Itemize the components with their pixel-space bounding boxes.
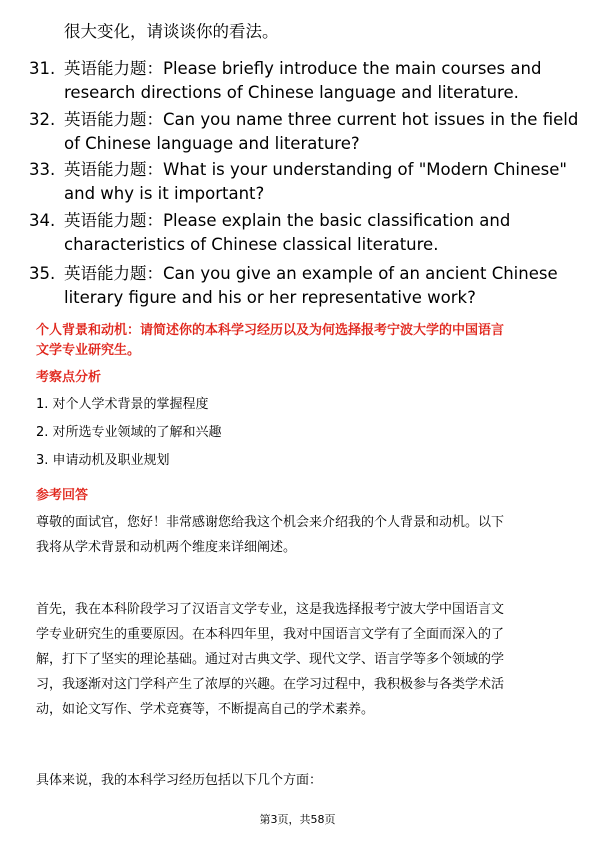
analysis-item: 1. 对个人学术背景的掌握程度 — [36, 397, 209, 412]
answer-paragraph-details: 具体来说，我的本科学习经历包括以下几个方面： — [36, 773, 323, 788]
question-number: 33. — [29, 160, 56, 179]
question-text: 英语能力题：Can you give an example of an ancient Chinese literary figure and his or her representative work? — [64, 264, 558, 307]
analysis-heading: 考察点分析 — [36, 370, 102, 385]
question-number: 35. — [29, 264, 56, 283]
section-title: 个人背景和动机：请简述你的本科学习经历以及为何选择报考宁波大学的中国语言 文学专业研究生。 — [36, 323, 505, 358]
answer-paragraph-background: 首先，我在本科阶段学习了汉语言文学专业，这是我选择报考宁波大学中国语言文 学专业研究生的重要原因。在本科四年里，我对中国语言文学有了全面而深入的了 解，打下了坚实的理论基础。通过对古典文学、现代文学、语言学等多个领域的学 习，我逐渐对这门学科产生了浓厚的兴趣。在学习过程中，我积极参与各类学术活 动，如论文写作、学术竞赛等，不断提高自己的学术素养。 — [36, 602, 505, 717]
answer-heading: 参考回答 — [36, 488, 89, 503]
analysis-item: 2. 对所选专业领域的了解和兴趣 — [36, 425, 222, 440]
question-text: 英语能力题：Please briefly introduce the main courses and research directions of Chinese language and literature. — [64, 59, 542, 102]
question-text: 英语能力题：Can you name three current hot issues in the field of Chinese language and literature? — [64, 110, 579, 153]
page-number-footer: 第3页，共58页 — [259, 813, 336, 826]
question-text: 英语能力题：Please explain the basic classification and characteristics of Chinese classical literature. — [64, 211, 511, 254]
question-continuation: 很大变化，请谈谈你的看法。 — [64, 22, 279, 41]
answer-paragraph-intro: 尊敬的面试官，您好！非常感谢您给我这个机会来介绍我的个人背景和动机。以下 我将从学术背景和动机两个维度来详细阐述。 — [36, 515, 505, 555]
question-number: 31. — [29, 59, 56, 78]
question-number: 32. — [29, 110, 56, 129]
analysis-item: 3. 申请动机及职业规划 — [36, 453, 170, 468]
question-text: 英语能力题：What is your understanding of "Modern Chinese" and why is it important? — [64, 160, 567, 203]
question-number: 34. — [29, 211, 56, 230]
